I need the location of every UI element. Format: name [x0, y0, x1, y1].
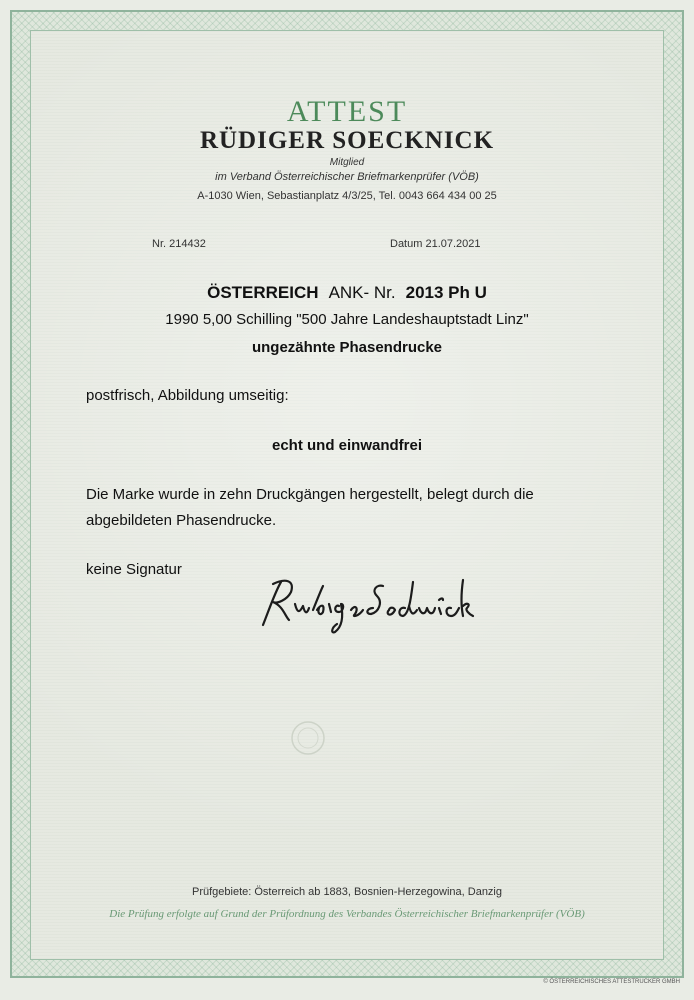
stamp-country: ÖSTERREICH — [207, 283, 319, 302]
handwritten-signature — [255, 570, 475, 640]
stamp-type: ungezähnte Phasendrucke — [251, 339, 443, 356]
examiner-address: A-1030 Wien, Sebastianplatz 4/3/25, Tel. 0043 664 434 00 25 — [197, 190, 497, 202]
certificate-number: Nr. 214432 — [152, 238, 206, 250]
condition-text: postfrisch, Abbildung umseitig: — [86, 387, 289, 404]
examiner-name: RÜDIGER SOECKNICK — [199, 127, 495, 154]
examination-basis: Die Prüfung erfolgte auf Grund der Prüfordnung des Verbandes Österreichischer Briefmarkenprüfer (VÖB) — [109, 908, 585, 920]
embossed-seal — [288, 718, 328, 758]
certificate-title: ATTEST — [286, 95, 408, 128]
note-text-line-1: Die Marke wurde in zehn Druckgängen hergestellt, belegt durch die — [86, 486, 534, 503]
catalog-line — [0, 283, 694, 303]
signature-note: keine Signatur — [86, 561, 182, 578]
verdict-text: echt und einwandfrei — [271, 437, 422, 454]
certificate-date: Datum 21.07.2021 — [390, 238, 481, 250]
note-text-line-2: abgebildeten Phasendrucke. — [86, 512, 277, 529]
catalog-label: ANK- Nr. — [328, 283, 396, 302]
catalog-number: 2013 Ph U — [405, 283, 487, 302]
stamp-description: 1990 5,00 Schilling "500 Jahre Landeshauptstadt Linz" — [165, 311, 529, 328]
association-name: im Verband Österreichischer Briefmarkenprüfer (VÖB) — [215, 171, 479, 183]
examination-areas: Prüfgebiete: Österreich ab 1883, Bosnien-Herzegowina, Danzig — [191, 886, 502, 898]
printer-copyright: © ÖSTERREICHISCHES ATTESTRUCKER GMBH — [543, 979, 680, 985]
member-label: Mitglied — [329, 157, 365, 168]
